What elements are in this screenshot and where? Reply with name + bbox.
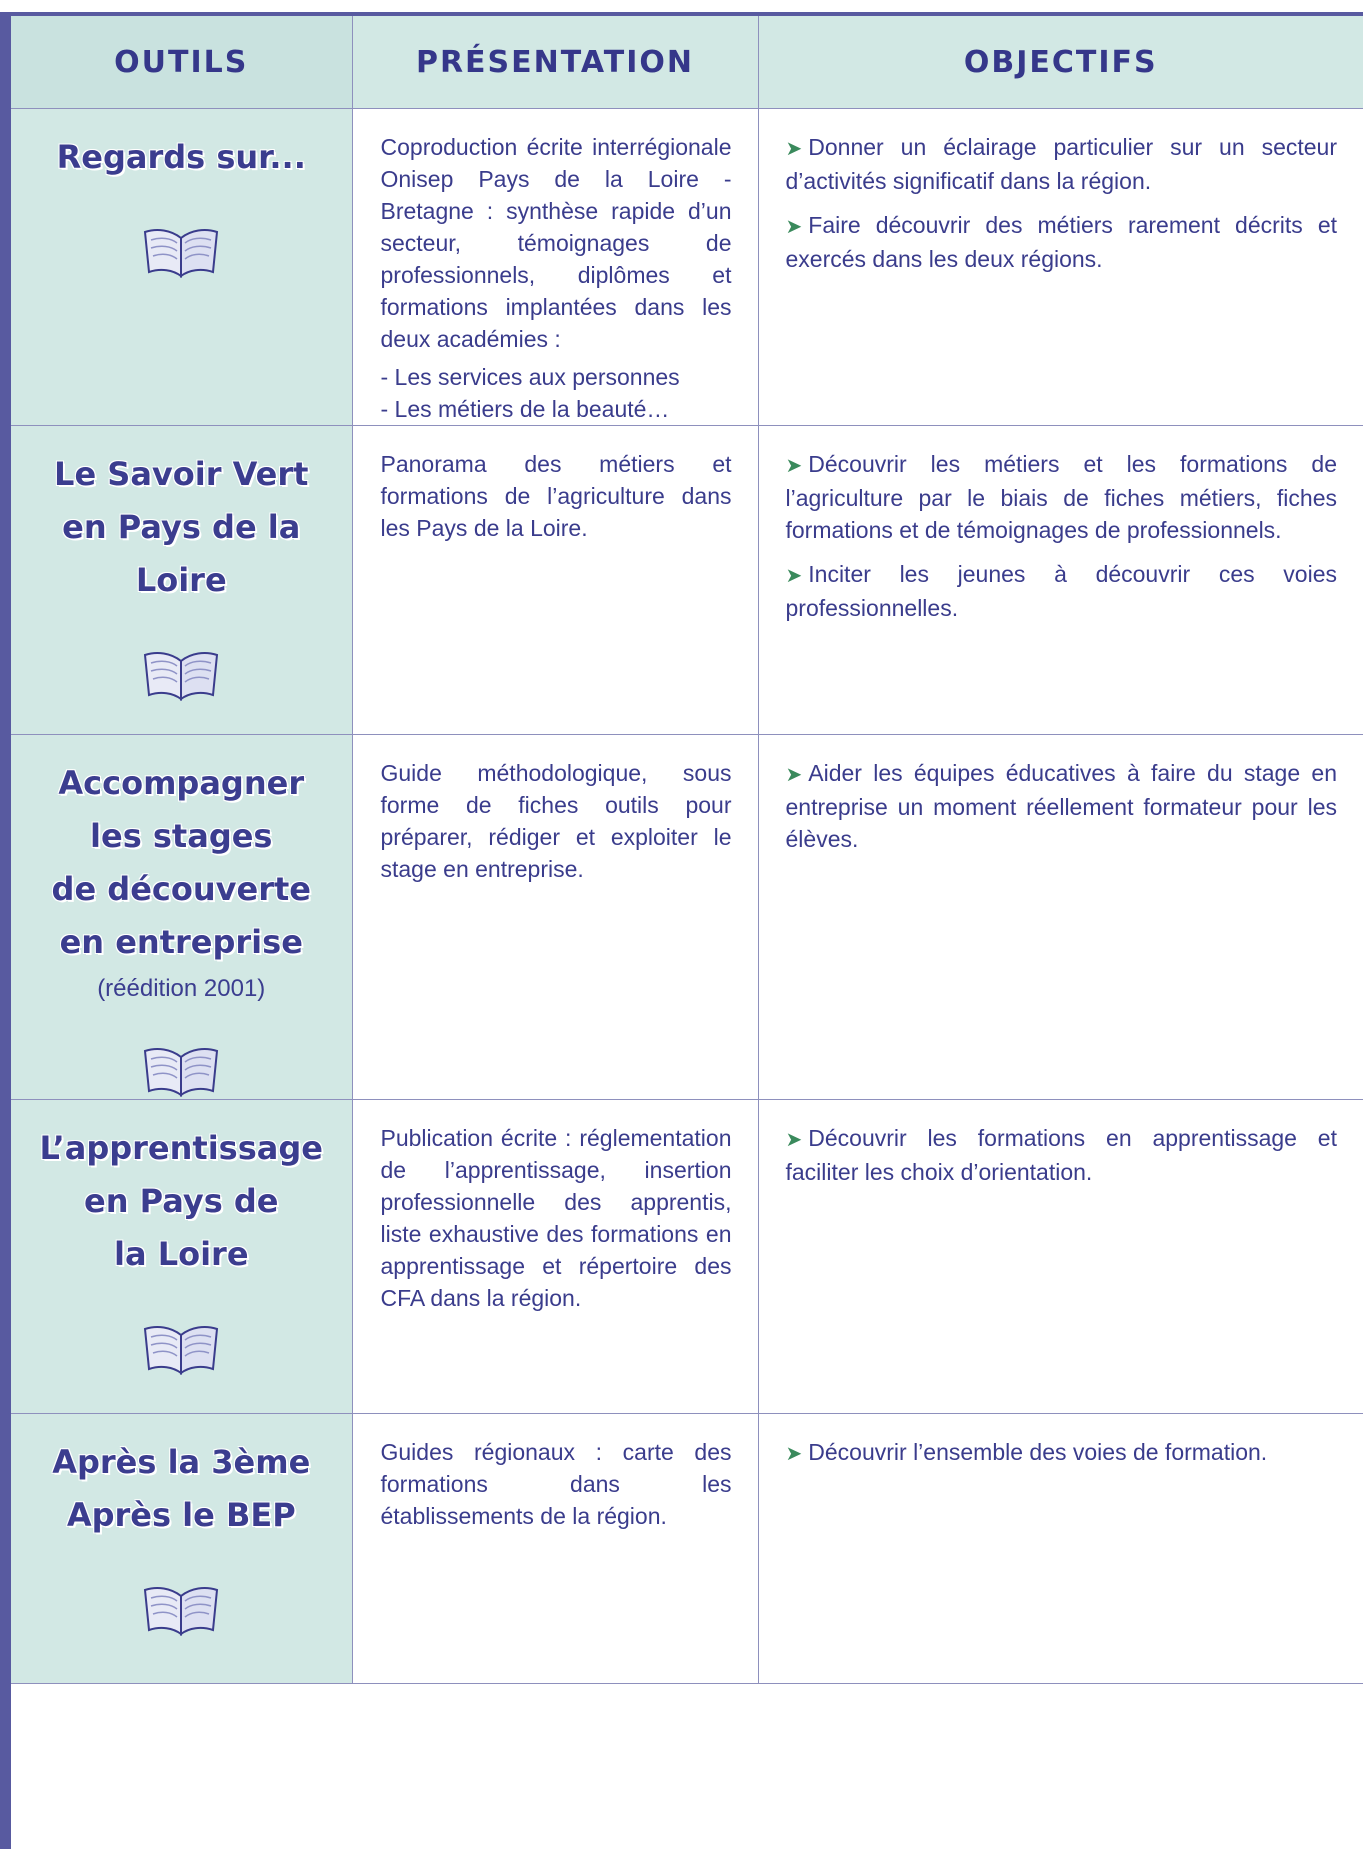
arrow-bullet-icon: ➤ [785,216,803,238]
arrow-bullet-icon: ➤ [785,1129,803,1151]
objectives-cell [758,1414,1363,1684]
tool-cell [11,109,352,426]
objectives-cell [758,1100,1363,1414]
presentation-cell [352,1414,758,1684]
tool-subtitle: (réédition 2001) [97,975,266,1002]
objectives-cell [758,735,1363,1100]
presentation-text: Publication écrite : réglementation de l’apprentissage, insertion professionnelle des apprentis, liste exhaustive des formations en apprentissage et répertoire des CFA dans la région. [380,1125,732,1311]
tool-title-line: Accompagner [58,764,305,802]
tool-title-line: en Pays de la [62,508,301,546]
tool-cell [11,1414,352,1684]
tool-title-line: Loire [135,561,227,599]
objective-item [786,448,1338,546]
open-book-icon [141,1043,221,1099]
tool-title-line: Regards sur... [56,138,306,176]
tool-title-line: Après le BEP [66,1496,296,1534]
objective-item [786,131,1338,197]
table-row [11,1414,1363,1684]
tool-title-line: en entreprise [59,923,303,961]
table-row [11,426,1363,735]
objective-item [786,1122,1338,1188]
open-book-icon [141,1321,221,1377]
arrow-bullet-icon: ➤ [785,138,803,160]
tools-table [11,16,1363,1684]
tool-cell [11,426,352,735]
arrow-bullet-icon: ➤ [785,764,803,786]
presentation-text: Guide méthodologique, sous forme de fiches outils pour préparer, rédiger et exploiter le stage en entreprise. [380,760,732,882]
header-objectives: OBJECTIFS [758,16,1363,109]
header-tools: OUTILS [11,16,352,109]
tool-title-line: Après la 3ème [52,1443,311,1481]
tool-cell [11,1100,352,1414]
table-left-border [0,12,11,1849]
tool-title-line: les stages [90,817,273,855]
arrow-bullet-icon: ➤ [785,565,803,587]
presentation-cell [352,1100,758,1414]
objective-item [786,209,1338,275]
tool-title-line: en Pays de [84,1182,279,1220]
objective-text: Inciter les jeunes à découvrir ces voies professionnelles. [785,561,1337,621]
presentation-text: - Les métiers de la beauté… [380,396,670,422]
presentation-text: Coproduction écrite interrégionale Onisep Pays de la Loire - Bretagne : synthèse rapide d’un secteur, témoignages de professionnels, diplômes et formations implantées dans les deux académies : [380,134,732,352]
table-row [11,735,1363,1100]
presentation-cell [352,426,758,735]
open-book-icon [141,224,221,280]
table-row [11,109,1363,426]
objective-text: Découvrir les métiers et les formations de l’agriculture par le biais de fiches métiers, fiches formations et de témoignages de professionnels. [785,451,1337,543]
arrow-bullet-icon: ➤ [785,1443,803,1465]
objective-item [786,558,1338,624]
presentation-cell [352,735,758,1100]
open-book-icon [141,647,221,703]
objective-text: Donner un éclairage particulier sur un secteur d’activités significatif dans la région. [785,134,1337,194]
tool-cell [11,735,352,1100]
arrow-bullet-icon: ➤ [785,455,803,477]
objective-text: Faire découvrir des métiers rarement décrits et exercés dans les deux régions. [785,212,1337,272]
table-row [11,1100,1363,1414]
tool-title-line: de découverte [51,870,311,908]
tool-title-line: L’apprentissage [39,1129,323,1167]
objectives-cell [758,109,1363,426]
presentation-cell [352,109,758,426]
presentation-text: Guides régionaux : carte des formations dans les établissements de la région. [380,1439,732,1529]
open-book-icon [141,1582,221,1638]
objective-text: Découvrir l’ensemble des voies de formation. [808,1439,1268,1465]
objectives-cell [758,426,1363,735]
tool-title-line: la Loire [113,1235,249,1273]
objective-text: Aider les équipes éducatives à faire du stage en entreprise un moment réellement formateur pour les élèves. [785,760,1337,852]
objective-item [786,1436,1338,1470]
objective-text: Découvrir les formations en apprentissage et faciliter les choix d’orientation. [785,1125,1337,1185]
objective-item [786,757,1338,855]
presentation-text: Panorama des métiers et formations de l’agriculture dans les Pays de la Loire. [380,451,732,541]
presentation-text: - Les services aux personnes [380,364,680,390]
header-presentation: PRÉSENTATION [352,16,758,109]
header-row [11,16,1363,109]
tool-title-line: Le Savoir Vert [54,455,309,493]
